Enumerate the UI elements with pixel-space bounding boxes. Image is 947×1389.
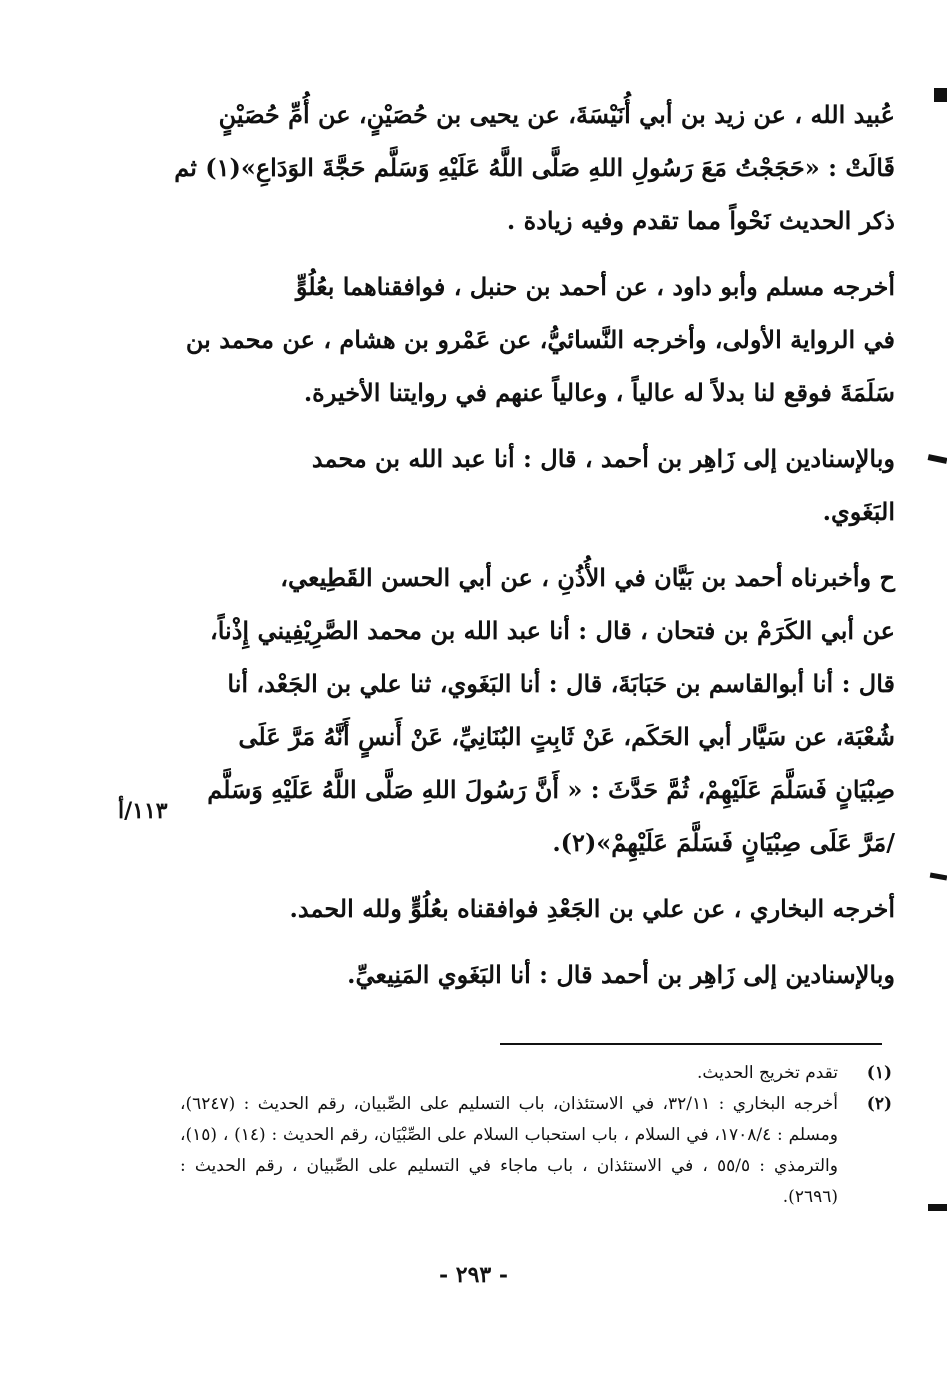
text-line: البَغَوي. [822, 497, 895, 526]
footnote-1 [180, 1058, 892, 1089]
text-line: عُبيد الله ، عن زيد بن أبي أُنَيْسَةَ، عن يحيى بن حُصَيْنٍ، عن أُمِّ حُصَيْنٍ [218, 100, 895, 129]
footnotes [180, 1058, 892, 1213]
footnote-text: تقدم تخريج الحديث. [696, 1063, 838, 1083]
text-line: سَلَمَةَ فوقع لنا بدلاً له عالياً ، وعالياً عنهم في روايتنا الأخيرة. [303, 378, 895, 407]
scan-edge-mark [934, 88, 947, 102]
footnote-number: (١) [866, 1063, 892, 1083]
footnote-2 [180, 1089, 892, 1213]
text-line: في الرواية الأولى، وأخرجه النَّسائيُّ، عن عَمْرو بن هشام ، عن محمد بن [185, 325, 895, 354]
scan-edge-mark [928, 1204, 947, 1211]
text-line: أخرجه مسلم وأبو داود ، عن أحمد بن حنبل ، فوافقناهما بعُلُوٍّ [295, 272, 895, 301]
text-line: قال : أنا أبوالقاسم بن حَبَابَةَ، قال : أنا البَغَوي، ثنا علي بن الجَعْد، أنا [227, 669, 895, 698]
text-line: أخرجه البخاري ، عن علي بن الجَعْدِ فوافقناه بعُلُوٍّ ولله الحمد. [289, 894, 895, 923]
text-line: ذكر الحديث نَحْواً مما تقدم وفيه زيادة . [506, 206, 895, 235]
text-line: شُعْبَة، عن سَيَّار أبي الحَكَم، عَنْ ثَابِتٍ البُنَانِيِّ، عَنْ أَنسٍ أَنَّهُ مَرَّ عَلَى [238, 722, 895, 751]
text-line: ح وأخبرناه أحمد بن بَيَّان في الأُذُنِ ، عن أبي الحسن القَطِيعي، [280, 563, 895, 592]
scan-edge-mark [928, 454, 947, 464]
margin-folio-reference: ١١٣/أ [118, 798, 168, 824]
scan-edge-mark [930, 873, 947, 881]
footnote-separator [500, 1043, 882, 1045]
footnote-text: أخرجه البخاري : ٣٢/١١، في الاستئذان، باب التسليم على الصِّبيان، رقم الحديث : (٦٢٤٧)، ومسلم : ١٧٠٨/٤، في السلام ، باب استحباب السلام على الصِّبْيَان، رقم الحديث : (١٤) ، (١٥)، والترمذي : ٥٥/٥ ، في الاستئذان ، باب ماجاء في التسليم على الصِّبيان ، رقم الحديث : (٢٦٩٦). [180, 1094, 838, 1207]
text-line: صِبْيَانٍ فَسَلَّمَ عَلَيْهِمْ، ثُمَّ حَدَّثَ : « أَنَّ رَسُولَ اللهِ صَلَّى اللَّهُ عَلَيْهِ وَسَلَّم [207, 775, 895, 804]
footnote-number: (٢) [866, 1094, 892, 1114]
text-line: قَالَتْ : «حَجَجْتُ مَعَ رَسُولِ اللهِ صَلَّى اللَّهُ عَلَيْهِ وَسَلَّم حَجَّةَ الوَدَاعِ»(١) ثم [174, 153, 895, 182]
text-line: وبالإسنادين إلى زَاهِر بن أحمد قال : أنا البَغَوي المَنِيعيِّ. [347, 960, 895, 989]
page-number: - ٢٩٣ - [438, 1262, 509, 1288]
text-line: /مَرَّ عَلَى صِبْيَانٍ فَسَلَّمَ عَلَيْهِمْ»(٢). [552, 828, 895, 857]
text-line: وبالإسنادين إلى زَاهِر بن أحمد ، قال : أنا عبد الله بن محمد [311, 444, 895, 473]
text-line: عن أبي الكَرَمْ بن فتحان ، قال : أنا عبد الله بن محمد الصَّرِيْفِيني إِذْناً، [210, 616, 895, 645]
